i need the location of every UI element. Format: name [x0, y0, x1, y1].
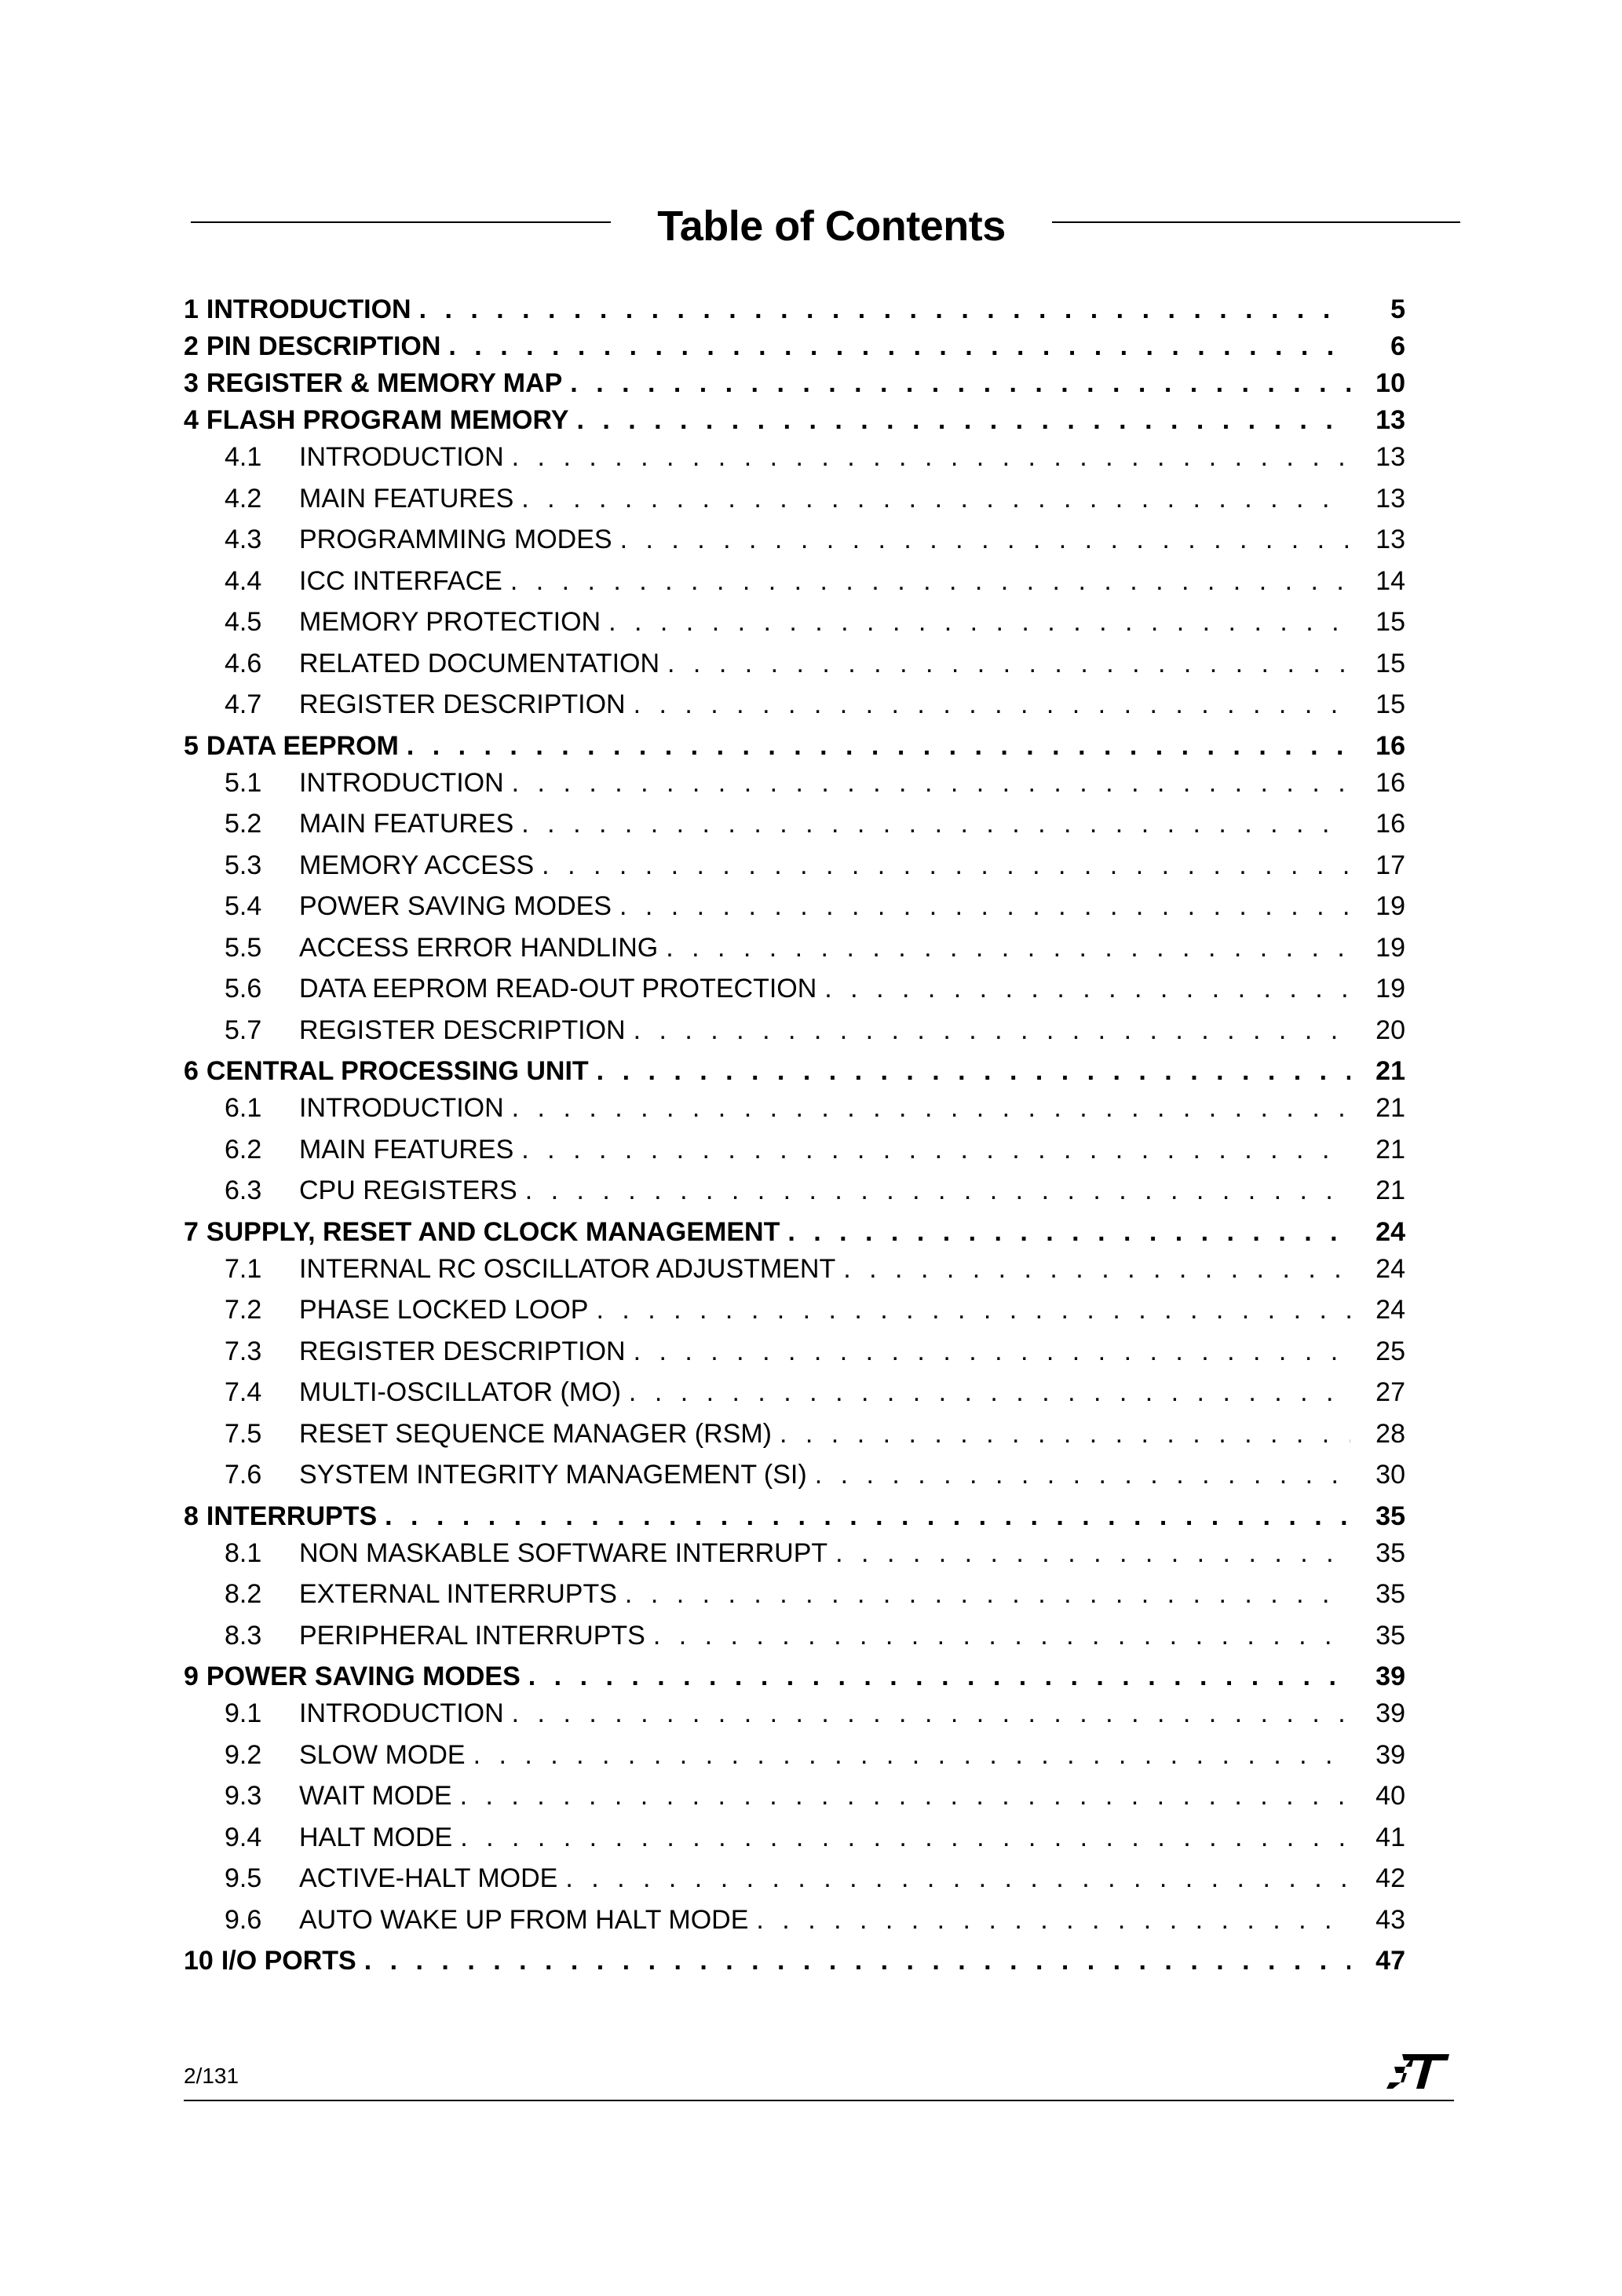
toc-number: 7.4: [225, 1377, 262, 1407]
toc-leader-dots: [620, 525, 1350, 555]
toc-leader-dots: [525, 1175, 1350, 1206]
toc-page-number: 24: [1375, 1216, 1405, 1247]
toc-section-row[interactable]: [184, 1501, 1405, 1538]
toc-number: 9.4: [225, 1822, 262, 1852]
toc-number: 8.2: [225, 1579, 262, 1609]
toc-label: MAIN FEATURES: [299, 1134, 514, 1164]
toc-subsection-row[interactable]: [184, 1863, 1405, 1905]
toc-leader-dots: [419, 294, 1350, 325]
toc-label: MAIN FEATURES: [299, 483, 514, 514]
toc-number: 9.5: [225, 1863, 262, 1893]
toc-page-number: 24: [1375, 1295, 1405, 1325]
page-number: 2/131: [184, 2064, 239, 2088]
toc-number: 7.6: [225, 1460, 262, 1490]
toc-section-row[interactable]: [184, 331, 1405, 368]
toc-number: 7: [184, 1216, 199, 1247]
toc-leader-dots: [565, 1863, 1350, 1894]
toc-page-number: 21: [1375, 1056, 1405, 1086]
toc-page-number: 24: [1375, 1253, 1405, 1284]
toc-leader-dots: [512, 1698, 1350, 1729]
toc-number: 1: [184, 294, 199, 324]
toc-page-number: 27: [1375, 1377, 1405, 1407]
toc-leader-dots: [787, 1217, 1350, 1248]
toc-label: WAIT MODE: [299, 1781, 452, 1811]
toc-number: 9.1: [225, 1698, 262, 1728]
toc-number: 5.6: [225, 974, 262, 1004]
toc-page-number: 15: [1375, 607, 1405, 637]
toc-label: RELATED DOCUMENTATION: [299, 648, 660, 678]
toc-page-number: 21: [1375, 1175, 1405, 1205]
toc-number: 8.1: [225, 1537, 262, 1568]
toc-number: 6.2: [225, 1134, 262, 1164]
toc-number: 7.5: [225, 1418, 262, 1449]
toc-leader-dots: [448, 331, 1350, 362]
toc-label: CENTRAL PROCESSING UNIT: [206, 1056, 589, 1086]
toc-label: MULTI-OSCILLATOR (MO): [299, 1377, 621, 1407]
toc-leader-dots: [542, 850, 1350, 881]
toc-number: 7.3: [225, 1336, 262, 1366]
toc-label: INTRODUCTION: [206, 294, 411, 324]
toc-label: ACCESS ERROR HANDLING: [299, 932, 659, 963]
toc-subsection-row[interactable]: [184, 850, 1405, 892]
toc-leader-dots: [824, 974, 1350, 1004]
toc-label: PERIPHERAL INTERRUPTS: [299, 1620, 645, 1651]
toc-leader-dots: [512, 768, 1350, 799]
toc-number: 4.6: [225, 648, 262, 678]
toc-section-row[interactable]: [184, 1217, 1405, 1254]
toc-page-number: 47: [1375, 1946, 1405, 1976]
toc-page-number: 16: [1375, 809, 1405, 839]
toc-label: HALT MODE: [299, 1822, 453, 1852]
st-logo-icon: [1382, 2049, 1451, 2093]
toc-label: SYSTEM INTEGRITY MANAGEMENT (SI): [299, 1460, 807, 1490]
toc-section-row[interactable]: [184, 1946, 1405, 1983]
toc-subsection-row[interactable]: [184, 1419, 1405, 1461]
toc-number: 10: [184, 1946, 214, 1976]
toc-leader-dots: [756, 1905, 1350, 1936]
toc-leader-dots: [835, 1538, 1350, 1569]
toc-subsection-row[interactable]: [184, 933, 1405, 974]
toc-subsection-row[interactable]: [184, 1538, 1405, 1580]
toc-number: 5.5: [225, 932, 262, 963]
toc-leader-dots: [815, 1460, 1350, 1490]
toc-page-number: 16: [1375, 767, 1405, 798]
toc-page-number: 28: [1375, 1418, 1405, 1449]
toc-subsection-row[interactable]: [184, 974, 1405, 1015]
toc-page-number: 43: [1375, 1904, 1405, 1935]
toc-subsection-row[interactable]: [184, 566, 1405, 608]
toc-leader-dots: [653, 1621, 1350, 1651]
toc-section-row[interactable]: [184, 1662, 1405, 1698]
toc-label: INTRODUCTION: [299, 1093, 504, 1123]
toc-page-number: 35: [1375, 1537, 1405, 1568]
toc-section-row[interactable]: [184, 731, 1405, 768]
toc-subsection-row[interactable]: [184, 1254, 1405, 1296]
page-title: Table of Contents: [657, 203, 1006, 250]
toc-subsection-row[interactable]: [184, 1336, 1405, 1378]
toc-number: 3: [184, 368, 199, 398]
toc-number: 5.4: [225, 891, 262, 921]
toc-leader-dots: [460, 1781, 1350, 1812]
toc-label: INTERNAL RC OSCILLATOR ADJUSTMENT: [299, 1253, 836, 1284]
toc-subsection-row[interactable]: [184, 809, 1405, 850]
toc-label: REGISTER & MEMORY MAP: [206, 368, 563, 398]
toc-number: 9: [184, 1662, 199, 1691]
toc-leader-dots: [597, 1056, 1350, 1087]
toc-subsection-row[interactable]: [184, 1905, 1405, 1947]
toc-number: 7.1: [225, 1253, 262, 1284]
toc-subsection-row[interactable]: [184, 1295, 1405, 1336]
toc-leader-dots: [634, 1015, 1350, 1046]
footer-rule: [184, 2100, 1454, 2101]
toc-page-number: 16: [1375, 730, 1405, 761]
toc-number: 6.3: [225, 1175, 262, 1205]
toc-page-number: 13: [1375, 442, 1405, 472]
toc-page-number: 17: [1375, 850, 1405, 880]
toc-page-number: 39: [1375, 1739, 1405, 1770]
toc-page-number: 15: [1375, 689, 1405, 719]
toc-section-row[interactable]: [184, 368, 1405, 405]
toc-leader-dots: [608, 607, 1350, 638]
toc-number: 4: [184, 405, 199, 435]
toc-page-number: 21: [1375, 1093, 1405, 1123]
toc-number: 8: [184, 1501, 199, 1531]
toc-section-row[interactable]: [184, 1056, 1405, 1093]
toc-label: MAIN FEATURES: [299, 809, 514, 839]
toc-label: MEMORY PROTECTION: [299, 607, 601, 637]
toc-number: 5.7: [225, 1015, 262, 1045]
toc-subsection-row[interactable]: [184, 1698, 1405, 1740]
toc-subsection-row[interactable]: [184, 1579, 1405, 1621]
toc-leader-dots: [666, 933, 1350, 963]
toc-label: INTRODUCTION: [299, 1698, 504, 1728]
toc-subsection-row[interactable]: [184, 891, 1405, 933]
toc-leader-dots: [510, 566, 1350, 597]
toc-page-number: 35: [1375, 1579, 1405, 1609]
toc-page-number: 5: [1390, 294, 1405, 324]
toc-label: FLASH PROGRAM MEMORY: [206, 405, 569, 435]
toc-subsection-row[interactable]: [184, 525, 1405, 566]
toc-leader-dots: [619, 891, 1350, 922]
toc-page-number: 41: [1375, 1822, 1405, 1852]
toc-label: ACTIVE-HALT MODE: [299, 1863, 558, 1893]
toc-subsection-row[interactable]: [184, 768, 1405, 810]
toc-number: 5.2: [225, 809, 262, 839]
toc-page-number: 6: [1390, 331, 1405, 361]
toc-number: 6: [184, 1056, 199, 1086]
toc-leader-dots: [596, 1295, 1350, 1325]
toc-leader-dots: [473, 1740, 1350, 1771]
toc-leader-dots: [521, 484, 1350, 514]
toc-leader-dots: [528, 1662, 1350, 1692]
toc-subsection-row[interactable]: [184, 1135, 1405, 1176]
toc-label: REGISTER DESCRIPTION: [299, 1336, 626, 1366]
toc-label: DATA EEPROM: [206, 730, 399, 761]
toc-subsection-row[interactable]: [184, 442, 1405, 484]
toc-label: PHASE LOCKED LOOP: [299, 1295, 589, 1325]
toc-subsection-row[interactable]: [184, 1621, 1405, 1662]
toc-label: POWER SAVING MODES: [299, 891, 612, 921]
toc-page-number: 19: [1375, 932, 1405, 963]
toc-label: PIN DESCRIPTION: [206, 331, 441, 361]
toc-number: 9.3: [225, 1781, 262, 1811]
toc-label: NON MASKABLE SOFTWARE INTERRUPT: [299, 1537, 828, 1568]
toc-leader-dots: [629, 1377, 1350, 1408]
toc-number: 4.7: [225, 689, 262, 719]
toc-subsection-row[interactable]: [184, 1740, 1405, 1782]
toc-section-row[interactable]: [184, 294, 1405, 331]
toc-label: REGISTER DESCRIPTION: [299, 689, 626, 719]
toc-leader-dots: [512, 1093, 1350, 1124]
toc-subsection-row[interactable]: [184, 1015, 1405, 1057]
toc-label: INTRODUCTION: [299, 442, 504, 472]
toc-section-row[interactable]: [184, 405, 1405, 442]
toc-leader-dots: [407, 731, 1350, 762]
toc-number: 5: [184, 730, 199, 761]
toc-page-number: 39: [1375, 1662, 1405, 1691]
title-rule-left: [191, 221, 611, 223]
toc-leader-dots: [460, 1823, 1350, 1853]
toc-number: 4.3: [225, 525, 262, 554]
toc-page-number: 13: [1375, 525, 1405, 554]
toc-label: I/O PORTS: [221, 1946, 356, 1976]
toc-page-number: 21: [1375, 1134, 1405, 1164]
toc-label: CPU REGISTERS: [299, 1175, 517, 1205]
toc-leader-dots: [385, 1501, 1350, 1532]
toc-subsection-row[interactable]: [184, 607, 1405, 649]
toc-label: INTERRUPTS: [206, 1501, 378, 1531]
toc-subsection-row[interactable]: [184, 1823, 1405, 1864]
toc-label: MEMORY ACCESS: [299, 850, 535, 880]
toc-number: 5.3: [225, 850, 262, 880]
toc-subsection-row[interactable]: [184, 1175, 1405, 1217]
toc-page-number: 35: [1375, 1501, 1405, 1531]
toc-page-number: 14: [1375, 565, 1405, 596]
toc-page-number: 10: [1375, 368, 1405, 398]
toc-number: 6.1: [225, 1093, 262, 1123]
toc-page-number: 20: [1375, 1015, 1405, 1045]
toc-label: AUTO WAKE UP FROM HALT MODE: [299, 1904, 749, 1935]
toc-leader-dots: [521, 1135, 1350, 1165]
toc-page-number: 40: [1375, 1781, 1405, 1811]
toc-number: 4.4: [225, 565, 262, 596]
toc-label: SLOW MODE: [299, 1739, 466, 1770]
toc-page-number: 35: [1375, 1620, 1405, 1651]
toc-subsection-row[interactable]: [184, 1781, 1405, 1823]
toc-leader-dots: [667, 649, 1350, 679]
toc-label: POWER SAVING MODES: [206, 1662, 521, 1691]
toc-label: EXTERNAL INTERRUPTS: [299, 1579, 617, 1609]
toc-number: 9.2: [225, 1739, 262, 1770]
toc-subsection-row[interactable]: [184, 1093, 1405, 1135]
toc-subsection-row[interactable]: [184, 484, 1405, 525]
toc-page-number: 30: [1375, 1460, 1405, 1490]
toc-number: 2: [184, 331, 199, 361]
toc-subsection-row[interactable]: [184, 1460, 1405, 1501]
title-block: [191, 195, 1460, 258]
toc-page-number: 13: [1375, 483, 1405, 514]
toc-page-number: 25: [1375, 1336, 1405, 1366]
toc-number: 4.5: [225, 607, 262, 637]
toc-leader-dots: [843, 1254, 1350, 1285]
toc-leader-dots: [570, 368, 1350, 399]
toc-leader-dots: [634, 689, 1350, 720]
toc-number: 9.6: [225, 1904, 262, 1935]
toc-label: REGISTER DESCRIPTION: [299, 1015, 626, 1045]
toc-label: RESET SEQUENCE MANAGER (RSM): [299, 1418, 773, 1449]
toc-subsection-row[interactable]: [184, 649, 1405, 690]
toc-label: SUPPLY, RESET AND CLOCK MANAGEMENT: [206, 1216, 780, 1247]
toc-page-number: 39: [1375, 1698, 1405, 1728]
toc-page-number: 13: [1375, 405, 1405, 435]
toc-leader-dots: [576, 405, 1350, 436]
toc-label: DATA EEPROM READ-OUT PROTECTION: [299, 974, 817, 1004]
title-rule-right: [1052, 221, 1460, 223]
toc-number: 4.2: [225, 483, 262, 514]
toc-leader-dots: [364, 1946, 1350, 1976]
toc-number: 4.1: [225, 442, 262, 472]
toc-number: 8.3: [225, 1620, 262, 1651]
toc-subsection-row[interactable]: [184, 689, 1405, 731]
table-of-contents: [184, 294, 1405, 1983]
toc-subsection-row[interactable]: [184, 1377, 1405, 1419]
toc-label: ICC INTERFACE: [299, 565, 502, 596]
toc-leader-dots: [634, 1336, 1350, 1367]
toc-page-number: 42: [1375, 1863, 1405, 1893]
toc-page-number: 15: [1375, 648, 1405, 678]
toc-label: PROGRAMMING MODES: [299, 525, 612, 554]
toc-leader-dots: [780, 1419, 1350, 1450]
toc-page-number: 19: [1375, 891, 1405, 921]
toc-label: INTRODUCTION: [299, 767, 504, 798]
toc-page-number: 19: [1375, 974, 1405, 1004]
toc-number: 5.1: [225, 767, 262, 798]
toc-leader-dots: [625, 1579, 1350, 1610]
toc-leader-dots: [521, 809, 1350, 839]
toc-number: 7.2: [225, 1295, 262, 1325]
toc-leader-dots: [512, 442, 1350, 473]
